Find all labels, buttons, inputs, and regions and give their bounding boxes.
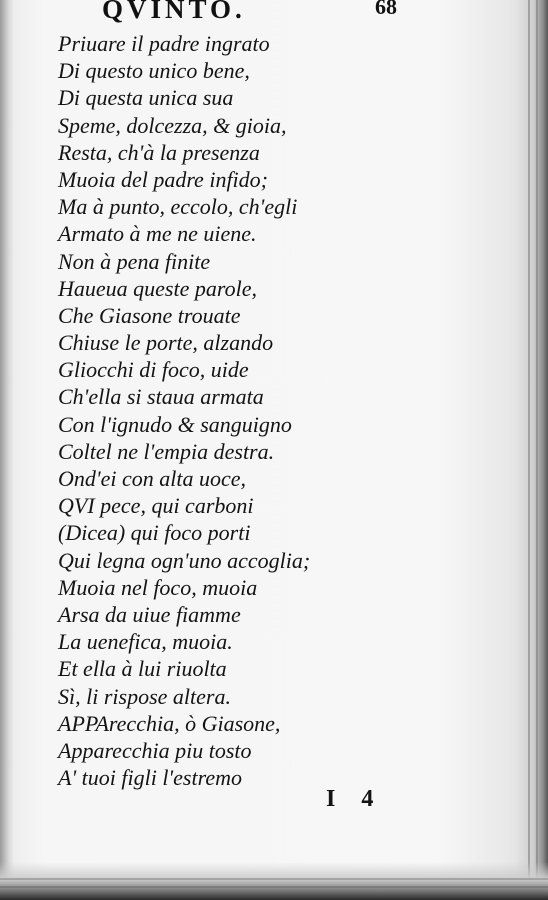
verse-line: Muoia nel foco, muoia xyxy=(58,574,258,600)
verse-line: QVI pece, qui carboni xyxy=(58,493,254,519)
running-head: QVINTO. xyxy=(102,0,246,24)
verse-line: Con l'ignudo & sanguigno xyxy=(58,411,292,437)
verse-line: Ch'ella si staua armata xyxy=(58,384,264,410)
signature-mark: I 4 xyxy=(326,786,384,812)
page-number: 68 xyxy=(375,0,397,19)
verse-line: Di questo unico bene, xyxy=(58,58,250,84)
verse-line: Chiuse le porte, alzando xyxy=(58,330,274,356)
verse-line: Muoia del padre infido; xyxy=(58,166,268,192)
verse-line: Speme, dolcezza, & gioia, xyxy=(58,112,287,138)
verse-line: Non à pena finite xyxy=(58,248,211,274)
verse-line: Che Giasone trouate xyxy=(58,302,241,328)
verse-line: Ma à punto, eccolo, ch'egli xyxy=(58,194,298,220)
verse-list xyxy=(58,30,488,791)
verse-line: Priuare il padre ingrato xyxy=(58,31,270,56)
verse-line: A' tuoi figli l'estremo xyxy=(58,765,242,791)
verse-line: Di questa unica sua xyxy=(58,85,234,111)
verse-line: Armato à me ne uiene. xyxy=(58,221,257,247)
verse-line: Arsa da uiue fiamme xyxy=(58,601,241,627)
verse-line: APPArecchia, ò Giasone, xyxy=(58,710,281,736)
verse-line: Et ella à lui riuolta xyxy=(58,656,227,682)
page-bottom-edge xyxy=(0,862,548,900)
verse-line: Resta, ch'à la presenza xyxy=(58,139,260,165)
page-header xyxy=(0,0,520,24)
verse-line: (Dicea) qui foco porti xyxy=(58,520,251,546)
verse-line: La uenefica, muoia. xyxy=(58,629,233,655)
verse-line: Coltel ne l'empia destra. xyxy=(58,438,275,464)
verse-line: Apparecchia piu tosto xyxy=(58,737,252,763)
verse-line: Ond'ei con alta uoce, xyxy=(58,466,246,491)
verse-line: Sì, li rispose altera. xyxy=(58,683,231,709)
verse-line: Haueua queste parole, xyxy=(58,275,257,301)
verse-line: Qui legna ogn'uno accoglia; xyxy=(58,547,311,573)
page-right-edge xyxy=(516,0,548,900)
verse-line: Gliocchi di foco, uide xyxy=(58,357,249,383)
gutter-shadow xyxy=(0,0,14,900)
